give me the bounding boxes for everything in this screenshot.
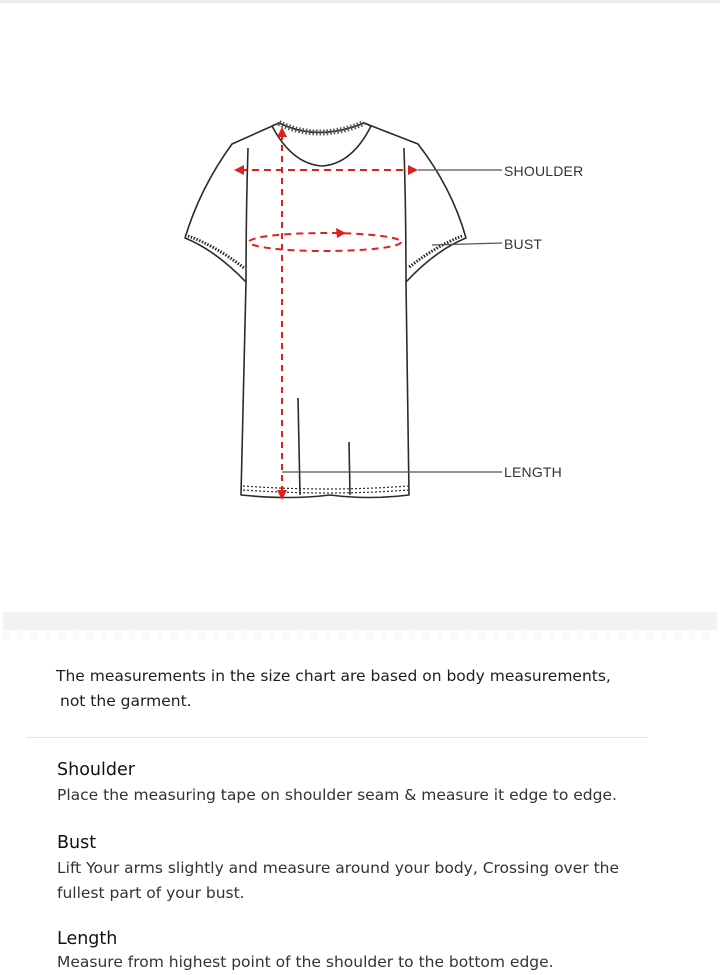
shoulder-description: Place the measuring tape on shoulder seam & measure it edge to edge.: [57, 786, 617, 804]
separator-pattern: [3, 630, 717, 640]
shoulder-callout-label: SHOULDER: [504, 163, 584, 179]
length-heading: Length: [57, 929, 118, 949]
tshirt-outline: [185, 123, 466, 498]
shoulder-heading: Shoulder: [57, 760, 135, 780]
size-chart-note: [56, 664, 616, 714]
content-divider: [26, 737, 648, 738]
length-description: Measure from highest point of the shoulder to the bottom edge.: [57, 953, 554, 971]
size-chart-note-line2: not the garment.: [60, 692, 192, 710]
length-callout-label: LENGTH: [504, 464, 562, 480]
bust-description: Lift Your arms slightly and measure around your body, Crossing over the fullest part of your bust.: [57, 859, 620, 902]
bust-callout-label: BUST: [504, 236, 543, 252]
bust-heading: Bust: [57, 833, 97, 853]
section-separator: [3, 612, 717, 630]
size-chart-note-line1: The measurements in the size chart are based on body measurements,: [56, 667, 611, 685]
